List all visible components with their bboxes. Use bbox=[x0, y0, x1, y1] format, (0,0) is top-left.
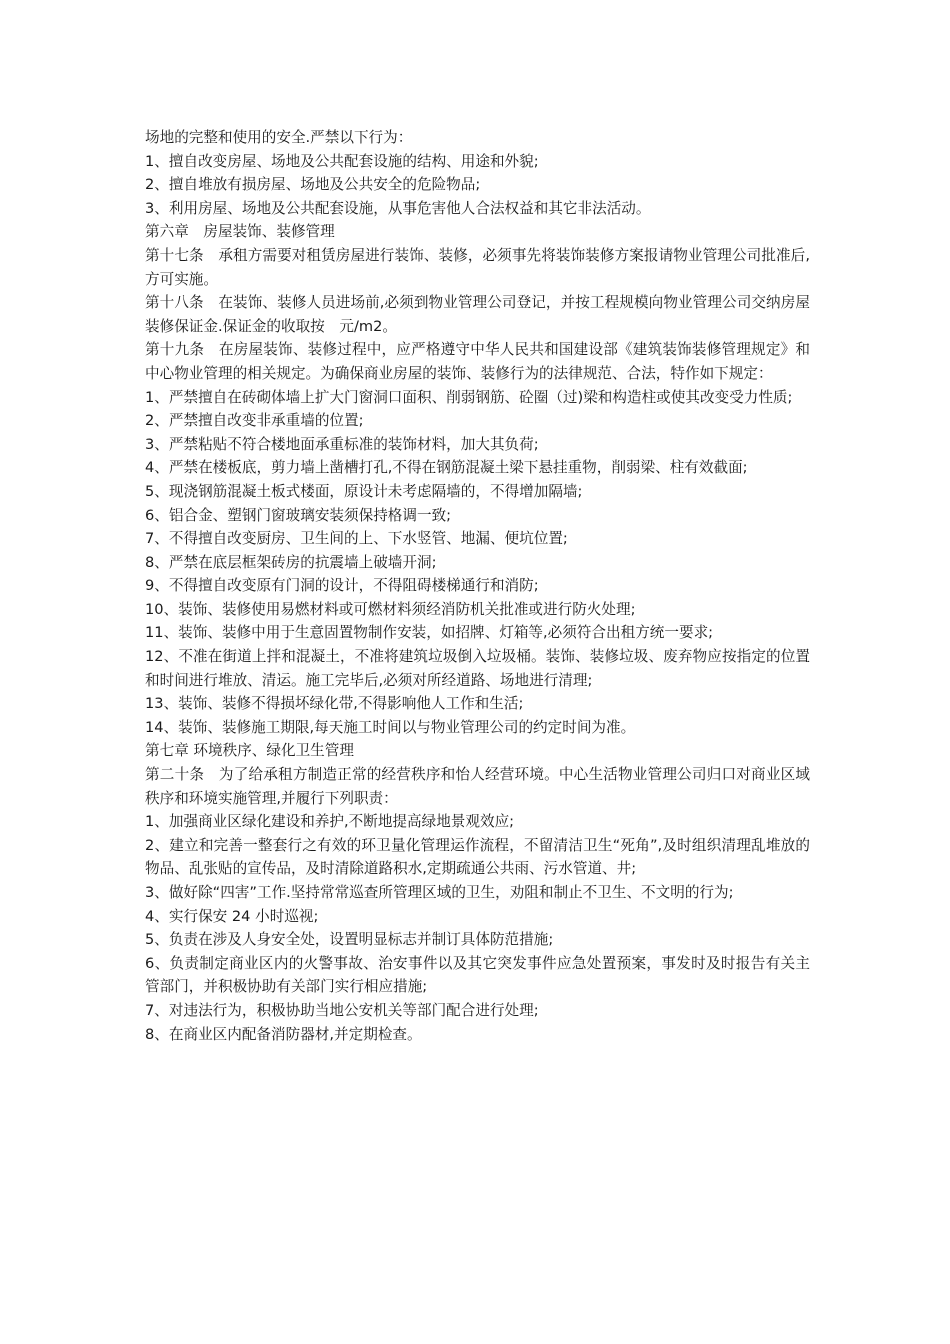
paragraph: 4、实行保安 24 小时巡视; bbox=[145, 907, 319, 925]
paragraph: 6、负责制定商业区内的火警事故、治安事件以及其它突发事件应急处置预案，事发时及时报告有关主管部门，并积极协助有关部门实行相应措施; bbox=[145, 954, 810, 996]
paragraph: 场地的完整和使用的安全.严禁以下行为： bbox=[145, 129, 413, 146]
paragraph: 第十八条 在装饰、装修人员进场前,必须到物业管理公司登记，并按工程规模向物业管理公司交纳房屋装修保证金.保证金的收取按 元/m2。 bbox=[145, 294, 810, 335]
paragraph: 10、装饰、装修使用易燃材料或可燃材料须经消防机关批准或进行防火处理; bbox=[145, 600, 636, 618]
paragraph: 3、做好除“四害”工作.坚持常常巡查所管理区域的卫生，劝阻和制止不卫生、不文明的行为; bbox=[145, 884, 734, 901]
paragraph: 2、擅自堆放有损房屋、场地及公共安全的危险物品; bbox=[145, 176, 481, 194]
paragraph: 第十七条 承租方需要对租赁房屋进行装饰、装修，必须事先将装饰装修方案报请物业管理公司批准后,方可实施。 bbox=[145, 246, 810, 288]
paragraph: 1、擅自改变房屋、场地及公共配套设施的结构、用途和外貌; bbox=[145, 152, 539, 170]
paragraph: 2、严禁擅自改变非承重墙的位置; bbox=[145, 412, 364, 430]
paragraph: 1、加强商业区绿化建设和养护,不断地提高绿地景观效应; bbox=[145, 813, 515, 831]
paragraph: 9、不得擅自改变原有门洞的设计，不得阻碍楼梯通行和消防; bbox=[145, 577, 539, 595]
paragraph: 第十九条 在房屋装饰、装修过程中，应严格遵守中华人民共和国建设部《建筑装饰装修管理规定》和中心物业管理的相关规定。为确保商业房屋的装饰、装修行为的法律规范、合法，特作如下规定： bbox=[145, 341, 810, 382]
paragraph: 2、建立和完善一整套行之有效的环卫量化管理运作流程，不留清洁卫生“死角”,及时组织清理乱堆放的物品、乱张贴的宣传品，及时清除道路积水,定期疏通公共雨、污水管道、井; bbox=[145, 836, 810, 878]
paragraph: 7、对违法行为，积极协助当地公安机关等部门配合进行处理; bbox=[145, 1001, 539, 1019]
document-body bbox=[145, 126, 810, 1046]
paragraph: 8、严禁在底层框架砖房的抗震墙上破墙开洞; bbox=[145, 553, 437, 571]
paragraph: 3、利用房屋、场地及公共配套设施，从事危害他人合法权益和其它非法活动。 bbox=[145, 199, 651, 217]
paragraph: 8、在商业区内配备消防器材,并定期检查。 bbox=[145, 1025, 422, 1043]
paragraph: 12、不准在街道上拌和混凝土，不准将建筑垃圾倒入垃圾桶。装饰、装修垃圾、废弃物应按指定的位置和时间进行堆放、清运。施工完毕后,必须对所经道路、场地进行清理; bbox=[145, 648, 810, 689]
paragraph: 4、严禁在楼板底，剪力墙上凿槽打孔,不得在钢筋混凝土梁下悬挂重物，削弱梁、柱有效截面; bbox=[145, 459, 748, 477]
paragraph: 11、装饰、装修中用于生意固置物制作安装，如招牌、灯箱等,必须符合出租方统一要求; bbox=[145, 624, 714, 642]
paragraph: 5、现浇钢筋混凝土板式楼面，原设计未考虑隔墙的，不得增加隔墙; bbox=[145, 482, 583, 500]
paragraph: 6、铝合金、塑钢门窗玻璃安装须保持格调一致; bbox=[145, 506, 452, 524]
paragraph: 14、装饰、装修施工期限,每天施工时间以与物业管理公司的约定时间为准。 bbox=[145, 718, 636, 736]
paragraph: 1、严禁擅自在砖砌体墙上扩大门窗洞口面积、削弱钢筋、砼圈（过)梁和构造柱或使其改变受力性质; bbox=[145, 388, 793, 406]
paragraph: 13、装饰、装修不得损坏绿化带,不得影响他人工作和生活; bbox=[145, 695, 524, 713]
paragraph: 第七章 环境秩序、绿化卫生管理 bbox=[145, 742, 354, 760]
paragraph: 5、负责在涉及人身安全处，设置明显标志并制订具体防范措施; bbox=[145, 931, 554, 949]
paragraph: 3、严禁粘贴不符合楼地面承重标准的装饰材料，加大其负荷; bbox=[145, 435, 539, 453]
paragraph: 7、不得擅自改变厨房、卫生间的上、下水竖管、地漏、便坑位置; bbox=[145, 530, 568, 548]
paragraph: 第六章 房屋装饰、装修管理 bbox=[145, 223, 335, 241]
paragraph: 第二十条 为了给承租方制造正常的经营秩序和怡人经营环境。中心生活物业管理公司归口对商业区域秩序和环境实施管理,并履行下列职责： bbox=[145, 766, 810, 807]
